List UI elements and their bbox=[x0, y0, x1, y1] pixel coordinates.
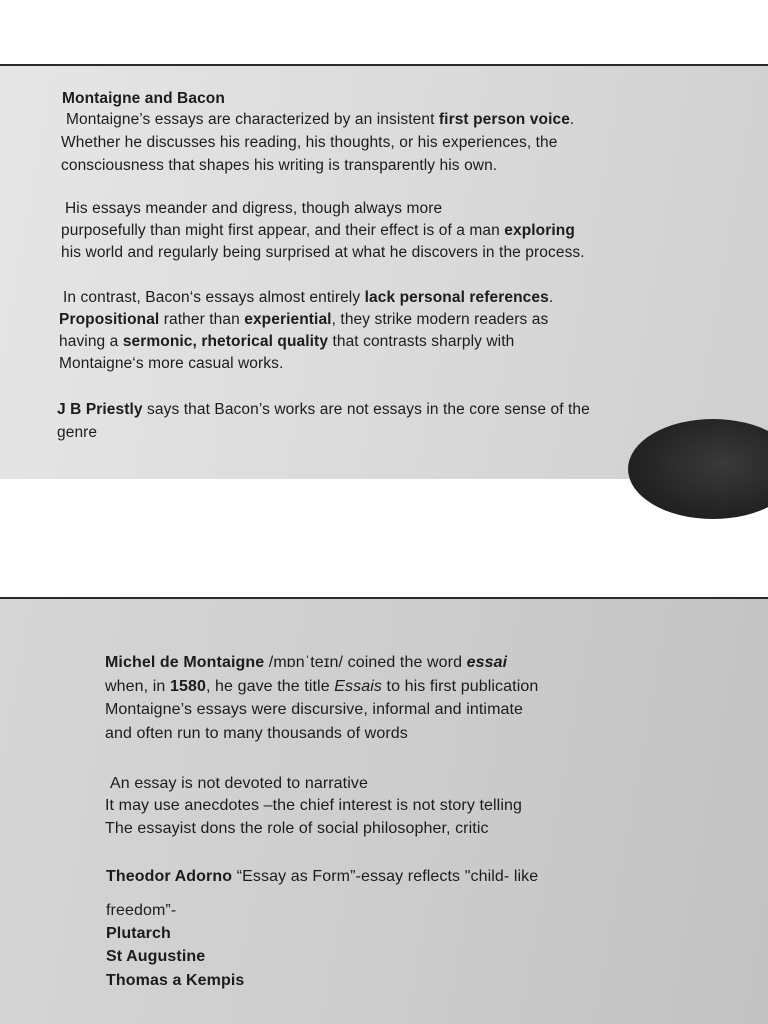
paragraph-3-line-4: Montaigne‘s more casual works. bbox=[59, 355, 284, 372]
bold-phrase: experiential bbox=[244, 311, 332, 328]
bold-phrase: Propositional bbox=[59, 311, 160, 328]
text: says that Bacon’s works are not essays in the core sense of the bbox=[142, 401, 590, 418]
slide-title: Montaigne and Bacon bbox=[62, 90, 225, 107]
text: . bbox=[548, 289, 554, 306]
paragraph-2-line-2 bbox=[61, 221, 575, 241]
slide2-line-5: An essay is not devoted to narrative bbox=[110, 775, 368, 792]
name-st-augustine: St Augustine bbox=[106, 948, 206, 965]
bold-italic-word: essai bbox=[466, 654, 508, 671]
bold-phrase: lack personal references bbox=[364, 289, 549, 306]
paragraph-3-line-1 bbox=[63, 288, 553, 308]
text: In contrast, Bacon‘s essays almost entirely bbox=[63, 289, 365, 306]
bold-phrase: first person voice bbox=[438, 111, 570, 128]
paragraph-3-line-2 bbox=[59, 310, 548, 330]
slide2-line-7: The essayist dons the role of social philosopher, critic bbox=[105, 820, 489, 837]
bold-phrase: sermonic, rhetorical quality bbox=[122, 333, 329, 350]
text: , they strike modern readers as bbox=[331, 311, 549, 328]
italic-title: Essais bbox=[334, 678, 382, 695]
photographer-head-shadow bbox=[628, 419, 768, 519]
bold-phrase: Michel de Montaigne bbox=[105, 654, 265, 671]
slide2-line-2 bbox=[105, 677, 538, 697]
text: . bbox=[569, 111, 575, 128]
text: to his first publication bbox=[382, 678, 539, 695]
name-thomas-a-kempis: Thomas a Kempis bbox=[106, 972, 245, 989]
slide-michel-de-montaigne bbox=[0, 597, 768, 1024]
paragraph-4-line-2: genre bbox=[57, 424, 98, 441]
paragraph-1-line-2: Whether he discusses his reading, his thoughts, or his experiences, the bbox=[61, 134, 558, 151]
slide2-line-4: and often run to many thousands of words bbox=[105, 725, 408, 742]
slide2-line-3: Montaigne’s essays were discursive, informal and intimate bbox=[105, 701, 524, 718]
paragraph-1-line-3: consciousness that shapes his writing is transparently his own. bbox=[61, 157, 498, 174]
bold-year: 1580 bbox=[169, 678, 206, 695]
slide2-line-9: freedom”- bbox=[106, 902, 177, 919]
text: /mɒnˈteɪn/ coined the word bbox=[264, 654, 467, 671]
slide-montaigne-and-bacon bbox=[0, 64, 768, 479]
text: that contrasts sharply with bbox=[328, 333, 515, 350]
bold-phrase: Theodor Adorno bbox=[106, 868, 233, 885]
text: purposefully than might first appear, and their effect is of a man bbox=[61, 222, 505, 239]
paragraph-2-line-3: his world and regularly being surprised at what he discovers in the process. bbox=[61, 244, 585, 261]
text: , he gave the title bbox=[205, 678, 335, 695]
bold-phrase: J B Priestly bbox=[57, 401, 143, 418]
text: when, in bbox=[105, 678, 170, 695]
text: having a bbox=[59, 333, 123, 350]
paragraph-2-line-1: His essays meander and digress, though always more bbox=[65, 200, 443, 217]
slide2-line-1 bbox=[105, 653, 507, 673]
text: rather than bbox=[159, 311, 245, 328]
slide2-line-8 bbox=[106, 867, 538, 887]
slide2-line-6: It may use anecdotes –the chief interest is not story telling bbox=[105, 797, 522, 814]
text: Montaigne’s essays are characterized by an insistent bbox=[66, 111, 439, 128]
text: “Essay as Form”-essay reflects "child- like bbox=[232, 868, 539, 885]
name-plutarch: Plutarch bbox=[106, 925, 171, 942]
paragraph-1-line-1 bbox=[66, 110, 574, 130]
paragraph-3-line-3 bbox=[59, 332, 514, 352]
paragraph-4-line-1 bbox=[57, 400, 590, 420]
bold-phrase: exploring bbox=[504, 222, 575, 239]
